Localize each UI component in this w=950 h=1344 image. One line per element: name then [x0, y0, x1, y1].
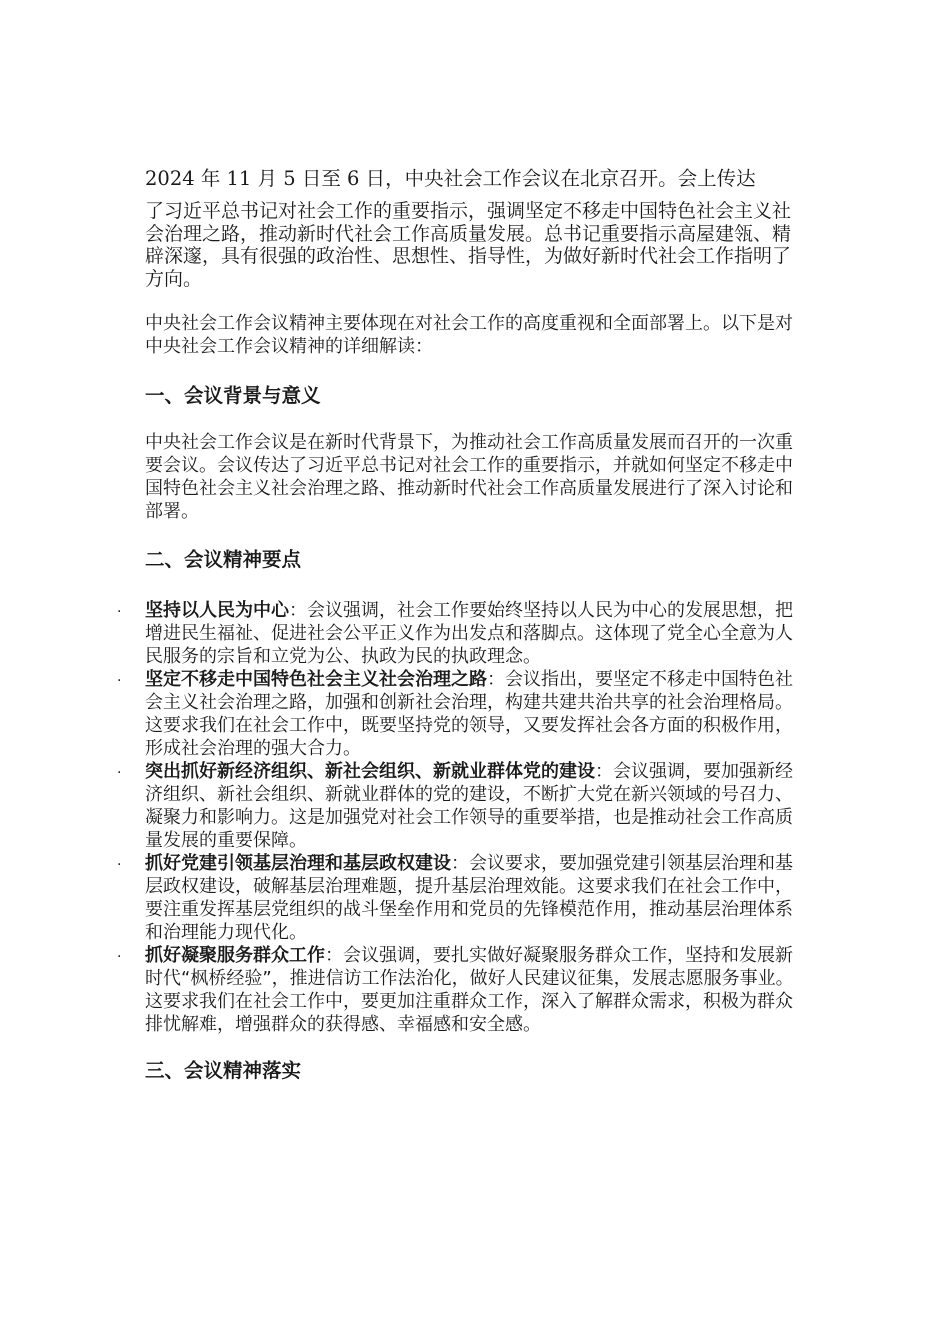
section-heading-key-points: 二、会议精神要点 [145, 548, 302, 571]
key-point-text: ：会议指出，要坚定不移走中国特色社会主义社会治理之路，加强和创新社会治理，构建共建共治共享的社会治理格局。这要求我们在社会工作中，既要坚持党的领导，又要发挥社会各方面的积极作用，形成社会治理的强大合力。 [145, 669, 793, 759]
bullet-dot-icon: · [117, 949, 122, 965]
key-point-item [117, 599, 800, 668]
key-point-title: 坚定不移走中国特色社会主义社会治理之路 [145, 669, 487, 690]
bullet-dot-icon: · [117, 604, 122, 620]
document-page [117, 165, 800, 1084]
key-point-item [117, 668, 800, 760]
section-body-background: 中央社会工作会议是在新时代背景下，为推动社会工作高质量发展而召开的一次重要会议。会议传达了习近平总书记对社会工作的重要指示，并就如何坚定不移走中国特色社会主义社会治理之路、推动新时代社会工作高质量发展进行了深入讨论和部署。 [145, 432, 793, 522]
key-point-text: ：会议要求，要加强党建引领基层治理和基层政权建设，破解基层治理难题，提升基层治理效能。这要求我们在社会工作中，要注重发挥基层党组织的战斗堡垒作用和党员的先锋模范作用，推动基层治理体系和治理能力现代化。 [145, 853, 793, 943]
key-point-title: 抓好党建引领基层治理和基层政权建设 [145, 853, 451, 874]
bullet-dot-icon: · [117, 673, 122, 689]
key-point-text: ：会议强调，要加强新经济组织、新社会组织、新就业群体的党的建设，不断扩大党在新兴领域的号召力、凝聚力和影响力。这是加强党对社会工作领导的重要举措，也是推动社会工作高质量发展的重要保障。 [145, 761, 793, 851]
key-point-title: 抓好凝聚服务群众工作 [145, 945, 325, 966]
intro-first-line: 2024 年 11 月 5 日至 6 日，中央社会工作会议在北京召开。会上传达 [145, 167, 756, 190]
key-point-text: ：会议强调，要扎实做好凝聚服务群众工作，坚持和发展新时代“枫桥经验”，推进信访工作法治化，做好人民建议征集，发展志愿服务事业。这要求我们在社会工作中，要更加注重群众工作，深入了解群众需求，积极为群众排忧解难，增强群众的获得感、幸福感和安全感。 [145, 945, 794, 1035]
key-point-title: 坚持以人民为中心 [145, 600, 289, 621]
bullet-dot-icon: · [117, 857, 122, 873]
key-point-title: 突出抓好新经济组织、新社会组织、新就业群体党的建设 [145, 761, 595, 782]
summary-paragraph: 中央社会工作会议精神主要体现在对社会工作的高度重视和全面部署上。以下是对中央社会工作会议精神的详细解读： [145, 313, 793, 357]
key-point-item [117, 944, 800, 1036]
intro-paragraph: 了习近平总书记对社会工作的重要指示，强调坚定不移走中国特色社会主义社会治理之路，推动新时代社会工作高质量发展。总书记重要指示高屋建瓴、精辟深邃，具有很强的政治性、思想性、指导性，为做好新时代社会工作指明了方向。 [145, 200, 792, 290]
key-point-text: ：会议强调，社会工作要始终坚持以人民为中心的发展思想，把增进民生福祉、促进社会公平正义作为出发点和落脚点。这体现了党全心全意为人民服务的宗旨和立党为公、执政为民的执政理念。 [145, 600, 793, 667]
key-point-item [117, 852, 800, 944]
bullet-dot-icon: · [117, 765, 122, 781]
section-heading-background: 一、会议背景与意义 [145, 384, 321, 407]
key-points-list [117, 599, 800, 1036]
key-point-item [117, 760, 800, 852]
section-heading-implementation: 三、会议精神落实 [145, 1059, 302, 1082]
